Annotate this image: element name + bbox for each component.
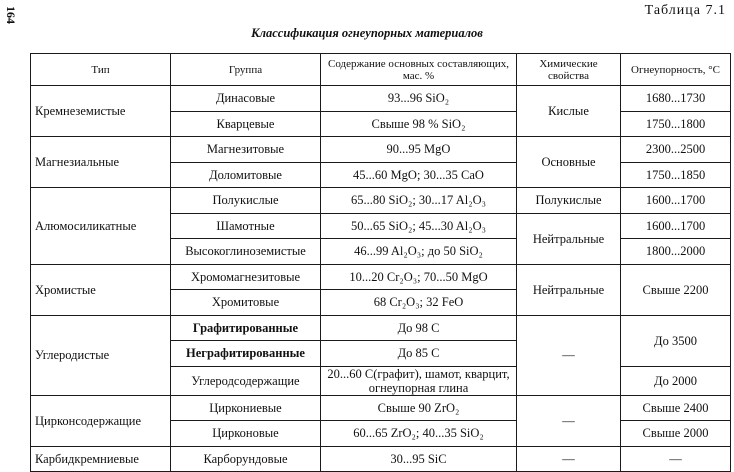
type-cell: Углеродистые bbox=[31, 315, 171, 395]
refractory-classification-table bbox=[30, 53, 731, 472]
chemical-cell: — bbox=[517, 446, 621, 472]
type-cell: Хромистые bbox=[31, 264, 171, 315]
group-cell: Хромитовые bbox=[171, 290, 321, 316]
table-row bbox=[31, 86, 731, 112]
group-cell: Углеродсодержащие bbox=[171, 366, 321, 395]
refractoriness-cell: 1600...1700 bbox=[621, 213, 731, 239]
group-cell: Магнезитовые bbox=[171, 137, 321, 163]
table-row bbox=[31, 188, 731, 214]
group-cell: Динасовые bbox=[171, 86, 321, 112]
group-cell: Графитированные bbox=[171, 315, 321, 341]
refractoriness-cell: 1600...1700 bbox=[621, 188, 731, 214]
refractoriness-cell: 1800...2000 bbox=[621, 239, 731, 265]
composition-cell: До 85 С bbox=[321, 341, 517, 367]
type-cell: Карбидкремниевые bbox=[31, 446, 171, 472]
table-label: Таблица 7.1 bbox=[644, 3, 726, 18]
refractoriness-cell: 2300...2500 bbox=[621, 137, 731, 163]
group-cell: Кварцевые bbox=[171, 111, 321, 137]
chemical-cell: Полукислые bbox=[517, 188, 621, 214]
header-type: Тип bbox=[31, 54, 171, 86]
composition-cell: 45...60 MgO; 30...35 CaO bbox=[321, 162, 517, 188]
composition-cell: 60...65 ZrO₂; 40...35 SiO₂ bbox=[321, 421, 517, 447]
table-row bbox=[31, 395, 731, 421]
header-chemical: Химические свойства bbox=[517, 54, 621, 86]
composition-cell: 46...99 Al₂O₃; до 50 SiO₂ bbox=[321, 239, 517, 265]
refractoriness-cell: Свыше 2000 bbox=[621, 421, 731, 447]
composition-cell: Свыше 90 ZrO₂ bbox=[321, 395, 517, 421]
type-cell: Алюмосиликатные bbox=[31, 188, 171, 265]
header-row bbox=[31, 54, 731, 86]
refractoriness-cell: До 2000 bbox=[621, 366, 731, 395]
composition-cell: 65...80 SiO₂; 30...17 Al₂O₃ bbox=[321, 188, 517, 214]
header-composition: Содержание основных составляющих, мас. % bbox=[321, 54, 517, 86]
group-cell: Неграфитированные bbox=[171, 341, 321, 367]
group-cell: Цирконовые bbox=[171, 421, 321, 447]
group-cell: Доломитовые bbox=[171, 162, 321, 188]
composition-cell: 20...60 С(графит), шамот, кварцит, огнеупорная глина bbox=[321, 366, 517, 395]
refractoriness-cell: 1680...1730 bbox=[621, 86, 731, 112]
composition-cell: 10...20 Cr₂O₃; 70...50 MgO bbox=[321, 264, 517, 290]
group-cell: Циркониевые bbox=[171, 395, 321, 421]
composition-cell: 50...65 SiO₂; 45...30 Al₂O₃ bbox=[321, 213, 517, 239]
header-group: Группа bbox=[171, 54, 321, 86]
composition-cell: Свыше 98 % SiO₂ bbox=[321, 111, 517, 137]
group-cell: Шамотные bbox=[171, 213, 321, 239]
chemical-cell: — bbox=[517, 395, 621, 446]
group-cell: Высокоглиноземистые bbox=[171, 239, 321, 265]
chemical-cell: Кислые bbox=[517, 86, 621, 137]
table-row bbox=[31, 315, 731, 341]
chemical-cell: Нейтральные bbox=[517, 264, 621, 315]
chemical-cell: — bbox=[517, 315, 621, 395]
refractoriness-cell: 1750...1800 bbox=[621, 111, 731, 137]
chemical-cell: Нейтральные bbox=[517, 213, 621, 264]
refractoriness-cell: До 3500 bbox=[621, 315, 731, 366]
group-cell: Хромомагнезитовые bbox=[171, 264, 321, 290]
group-cell: Полукислые bbox=[171, 188, 321, 214]
type-cell: Кремнеземистые bbox=[31, 86, 171, 137]
header-refractoriness: Огнеупорность, °С bbox=[621, 54, 731, 86]
page-number: 164 bbox=[4, 6, 18, 24]
table-row bbox=[31, 264, 731, 290]
table-row bbox=[31, 137, 731, 163]
table-caption: Классификация огнеупорных материалов bbox=[251, 26, 483, 40]
composition-cell: 68 Cr₂O₃; 32 FeO bbox=[321, 290, 517, 316]
group-cell: Карборундовые bbox=[171, 446, 321, 472]
refractoriness-cell: — bbox=[621, 446, 731, 472]
refractoriness-cell: 1750...1850 bbox=[621, 162, 731, 188]
refractoriness-cell: Свыше 2200 bbox=[621, 264, 731, 315]
composition-cell: 90...95 MgO bbox=[321, 137, 517, 163]
composition-cell: До 98 С bbox=[321, 315, 517, 341]
refractoriness-cell: Свыше 2400 bbox=[621, 395, 731, 421]
composition-cell: 30...95 SiC bbox=[321, 446, 517, 472]
chemical-cell: Основные bbox=[517, 137, 621, 188]
type-cell: Магнезиальные bbox=[31, 137, 171, 188]
type-cell: Цирконсодержащие bbox=[31, 395, 171, 446]
composition-cell: 93...96 SiO₂ bbox=[321, 86, 517, 112]
table-row bbox=[31, 446, 731, 472]
